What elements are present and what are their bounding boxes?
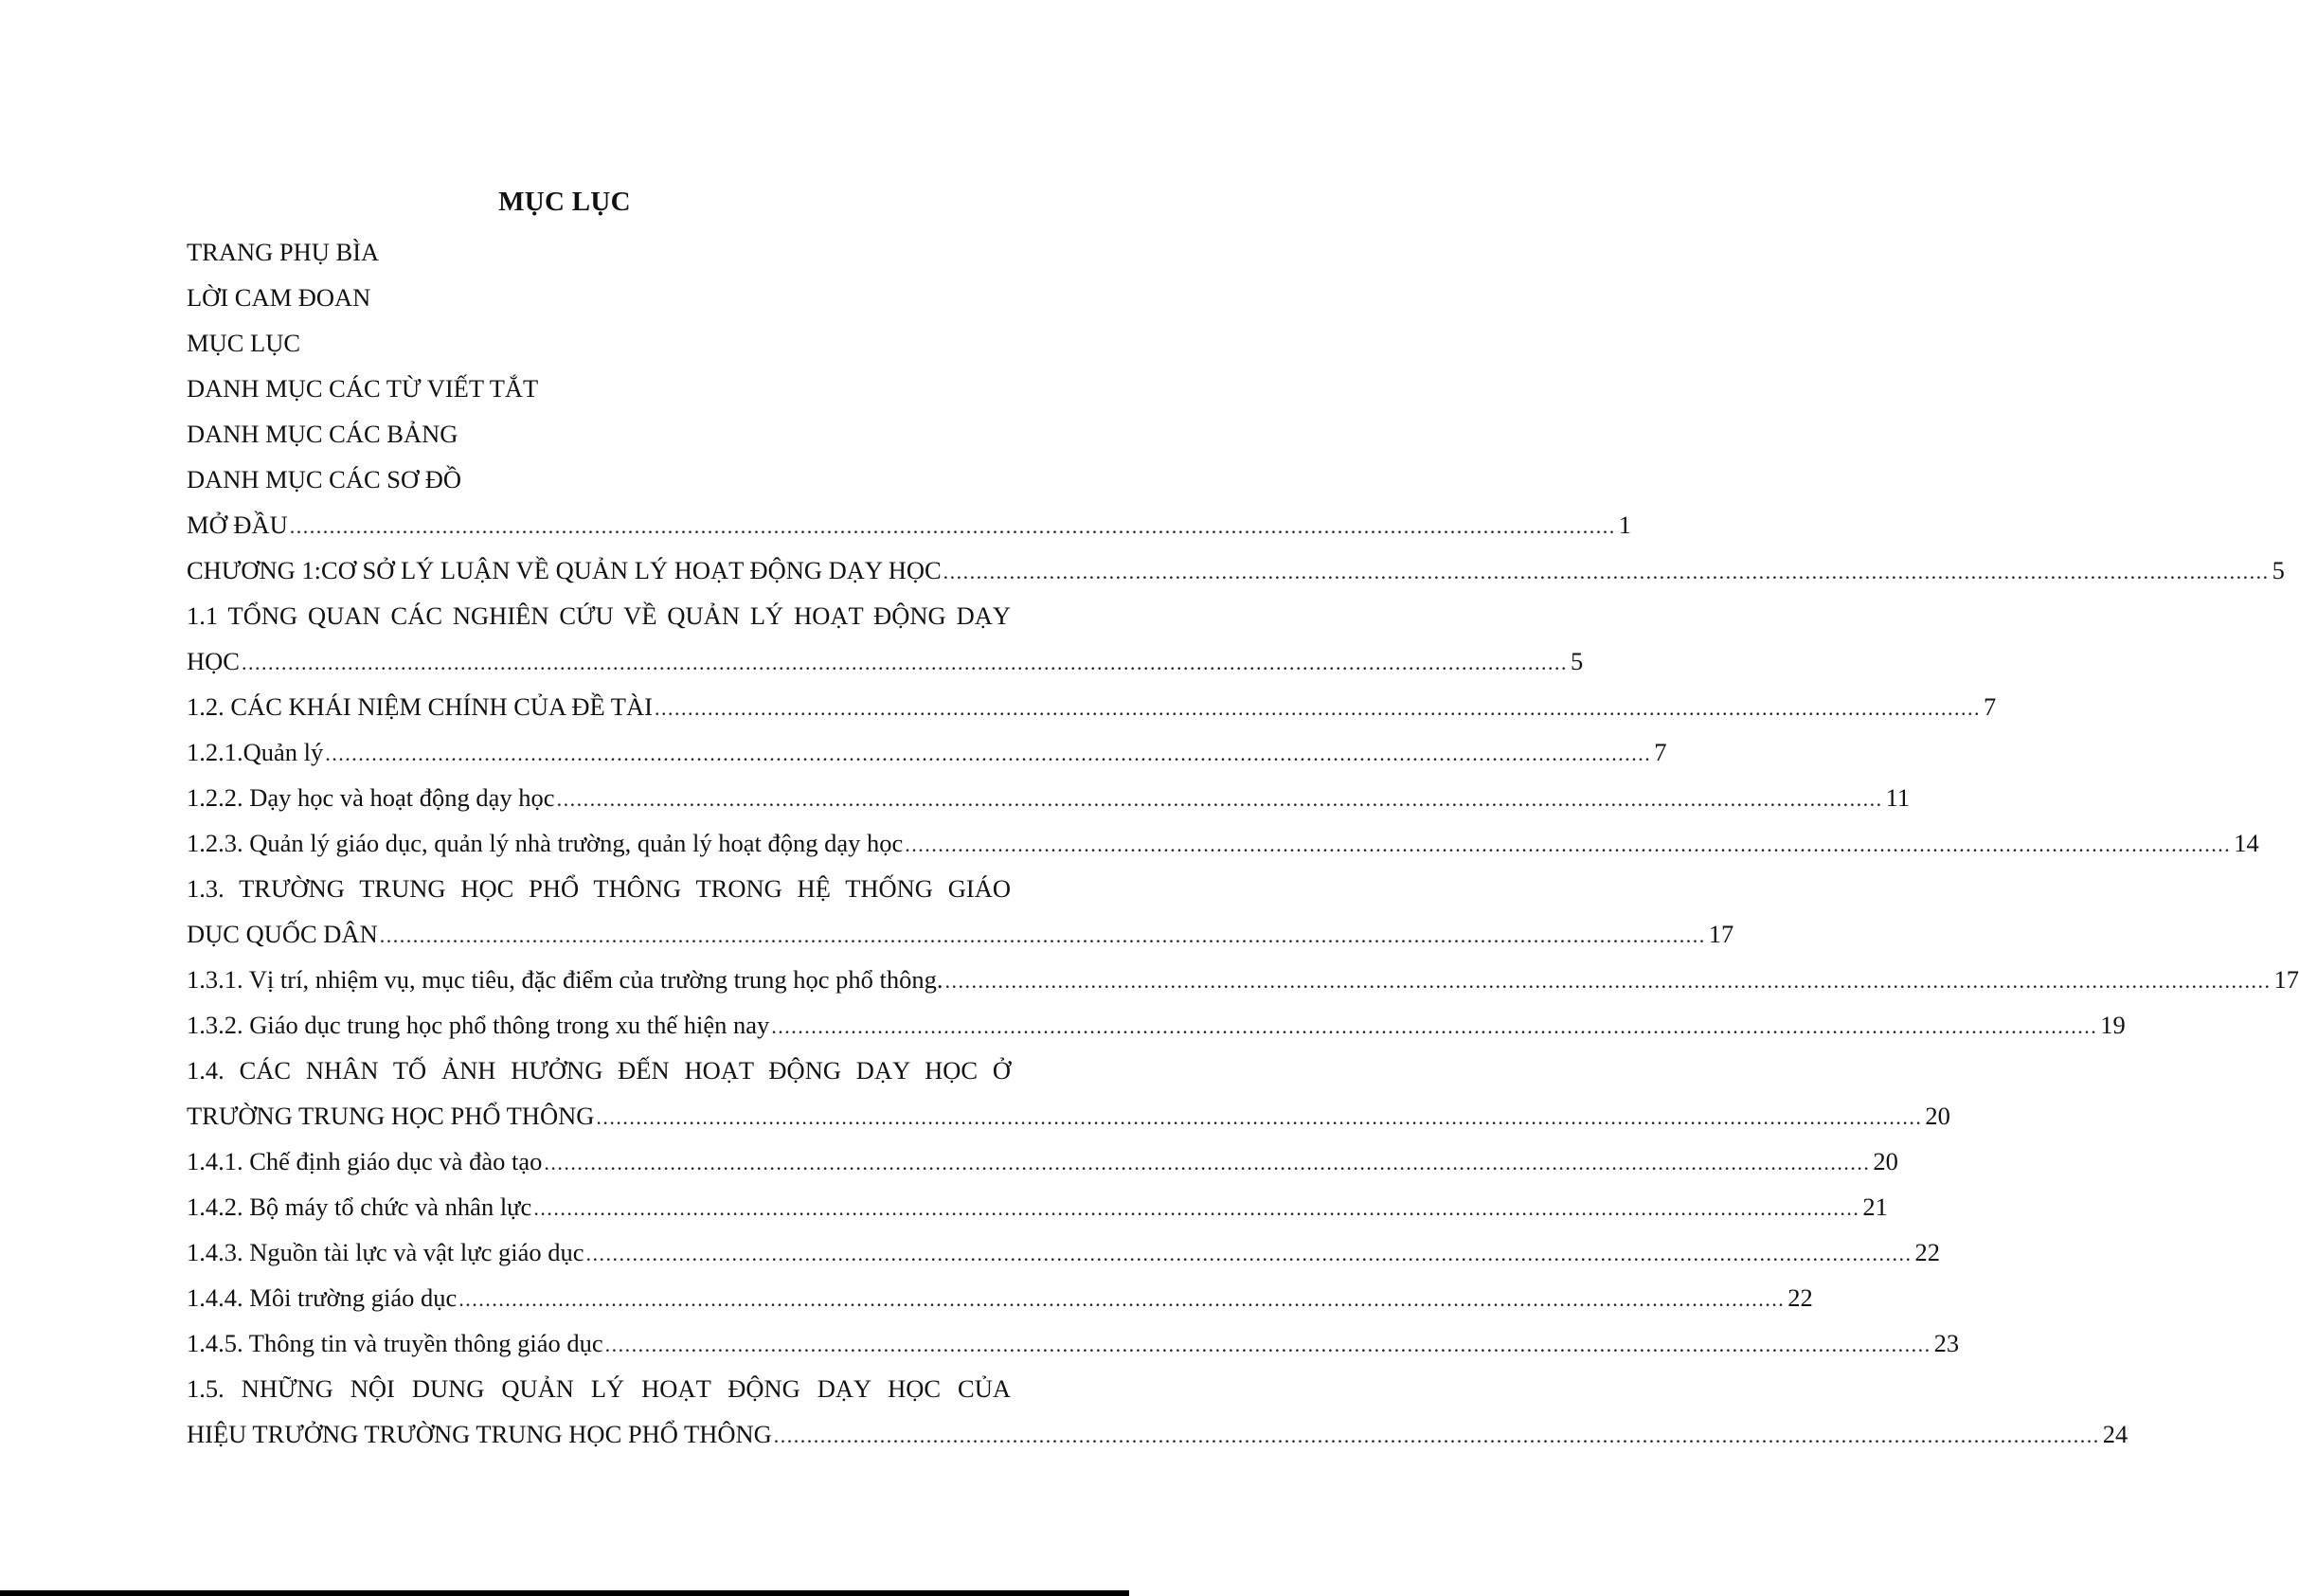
toc-entry-text: MỤC LỤC	[187, 328, 301, 357]
toc-entry-text: 1.4.4. Môi trường giáo dục	[187, 1282, 458, 1312]
toc-entry	[187, 229, 1011, 275]
toc-entry	[187, 957, 2299, 1002]
toc-entry	[187, 638, 1584, 684]
dot-leader: ........................................................................................................................................................................................................	[289, 514, 1616, 538]
toc-entry	[187, 1139, 1898, 1184]
toc-page-number: 14	[2234, 828, 2259, 857]
toc-page-number: 21	[1862, 1192, 1888, 1221]
toc-entry-text: DANH MỤC CÁC BẢNG	[187, 419, 458, 448]
toc-entry	[187, 366, 1011, 411]
toc-entry-text: 1.2.2. Dạy học và hoạt động dạy học	[187, 782, 555, 812]
toc-entry-text: 1.3.1. Vị trí, nhiệm vụ, mục tiêu, đặc điểm của trường trung học phổ thông.	[187, 964, 943, 994]
dot-leader: ........................................................................................................................................................................................................	[943, 560, 2270, 583]
toc-entry	[187, 775, 1911, 820]
dot-leader: ........................................................................................................................................................................................................	[771, 1014, 2098, 1038]
toc-page-number: 7	[1654, 737, 1667, 766]
toc-entry-text: TRƯỜNG TRUNG HỌC PHỔ THÔNG	[187, 1101, 595, 1130]
toc-entry	[187, 411, 1011, 457]
toc-entry-text: CHƯƠNG 1:CƠ SỞ LÝ LUẬN VỀ QUẢN LÝ HOẠT ĐỘNG DẠY HỌC	[187, 555, 942, 584]
toc-entry	[187, 1411, 2128, 1457]
toc-entry-text: 1.4. CÁC NHÂN TỐ ẢNH HƯỞNG ĐẾN HOẠT ĐỘNG DẠY HỌC Ở	[187, 1055, 1011, 1085]
toc-entry-text: MỞ ĐẦU	[187, 510, 288, 539]
toc-page-number: 24	[2102, 1419, 2128, 1448]
table-of-contents	[187, 229, 2299, 1457]
toc-page-number: 11	[1885, 782, 1911, 812]
toc-page-number: 22	[1787, 1282, 1813, 1312]
dot-leader: ........................................................................................................................................................................................................	[458, 1287, 1786, 1311]
toc-page-number: 5	[1570, 646, 1584, 675]
toc-entry	[187, 1093, 1950, 1139]
toc-page-number: 20	[1873, 1146, 1898, 1175]
toc-entry	[187, 275, 1011, 320]
toc-entry	[187, 457, 1011, 502]
bottom-border	[0, 1590, 1129, 1596]
toc-entry	[187, 1275, 1813, 1320]
toc-page-number: 17	[1708, 919, 1734, 948]
toc-entry-text: LỜI CAM ĐOAN	[187, 282, 371, 312]
dot-leader: ........................................................................................................................................................................................................	[596, 1105, 1923, 1129]
dot-leader: ........................................................................................................................................................................................................	[905, 833, 2232, 856]
toc-entry	[187, 866, 1011, 911]
toc-entry	[187, 320, 1011, 366]
toc-entry-text: HIỆU TRƯỞNG TRƯỜNG TRUNG HỌC PHỔ THÔNG	[187, 1419, 772, 1448]
toc-title: MỤC LỤC	[498, 187, 631, 217]
dot-leader: ........................................................................................................................................................................................................	[773, 1424, 2100, 1447]
toc-entry-text: TRANG PHỤ BÌA	[187, 237, 380, 266]
toc-page-number: 1	[1618, 510, 1631, 539]
toc-entry	[187, 1366, 1011, 1411]
toc-entry-text: 1.4.2. Bộ máy tổ chức và nhân lực	[187, 1192, 532, 1221]
toc-entry	[187, 729, 1667, 775]
toc-page-number: 23	[1933, 1328, 1960, 1357]
toc-entry	[187, 1048, 1011, 1093]
toc-entry-text: 1.5. NHỮNG NỘI DUNG QUẢN LÝ HOẠT ĐỘNG DẠY HỌC CỦA	[187, 1373, 1011, 1403]
toc-entry-text: 1.3. TRƯỜNG TRUNG HỌC PHỔ THÔNG TRONG HỆ THỐNG GIÁO	[187, 873, 1011, 903]
dot-leader: ........................................................................................................................................................................................................	[944, 969, 2272, 993]
toc-entry	[187, 502, 1631, 547]
toc-entry-text: DANH MỤC CÁC TỪ VIẾT TẮT	[187, 373, 539, 403]
toc-entry	[187, 1229, 1940, 1275]
toc-entry-text: 1.4.3. Nguồn tài lực và vật lực giáo dục	[187, 1237, 584, 1266]
toc-entry	[187, 1184, 1888, 1229]
toc-entry	[187, 1320, 1960, 1366]
toc-entry	[187, 911, 1734, 957]
toc-entry	[187, 547, 2285, 593]
toc-entry-text: 1.1 TỔNG QUAN CÁC NGHIÊN CỨU VỀ QUẢN LÝ HOẠT ĐỘNG DẠY	[187, 601, 1011, 630]
toc-page-number: 19	[2100, 1010, 2126, 1039]
toc-page-number: 5	[2272, 555, 2285, 584]
dot-leader: ........................................................................................................................................................................................................	[556, 787, 1883, 811]
toc-entry	[187, 1002, 2126, 1048]
dot-leader: ........................................................................................................................................................................................................	[325, 742, 1652, 765]
dot-leader: ........................................................................................................................................................................................................	[585, 1242, 1913, 1265]
dot-leader: ........................................................................................................................................................................................................	[379, 924, 1706, 947]
toc-entry	[187, 820, 2259, 866]
toc-entry-text: 1.3.2. Giáo dục trung học phổ thông trong xu thế hiện nay	[187, 1010, 770, 1039]
toc-entry-text: DỤC QUỐC DÂN	[187, 919, 378, 948]
dot-leader: ........................................................................................................................................................................................................	[604, 1333, 1931, 1356]
toc-page-number: 17	[2273, 964, 2299, 994]
toc-page-number: 20	[1925, 1101, 1950, 1130]
dot-leader: ........................................................................................................................................................................................................	[654, 696, 1981, 720]
dot-leader: ........................................................................................................................................................................................................	[533, 1196, 1860, 1220]
toc-entry-text: 1.4.1. Chế định giáo dục và đào tạo	[187, 1146, 543, 1175]
toc-page-number: 7	[1983, 691, 1997, 721]
toc-entry-text: 1.4.5. Thông tin và truyền thông giáo dục	[187, 1328, 603, 1357]
toc-page-number: 22	[1914, 1237, 1940, 1266]
toc-entry-text: 1.2.3. Quản lý giáo dục, quản lý nhà trường, quản lý hoạt động dạy học	[187, 828, 904, 857]
toc-entry-text: 1.2.1.Quản lý	[187, 737, 324, 766]
toc-entry	[187, 684, 1997, 729]
toc-entry-text: DANH MỤC CÁC SƠ ĐỒ	[187, 464, 462, 493]
dot-leader: ........................................................................................................................................................................................................	[241, 651, 1568, 674]
toc-entry-text: 1.2. CÁC KHÁI NIỆM CHÍNH CỦA ĐỀ TÀI	[187, 691, 653, 721]
toc-entry-text: HỌC	[187, 646, 240, 675]
toc-entry	[187, 593, 1011, 638]
dot-leader: ........................................................................................................................................................................................................	[544, 1151, 1871, 1175]
